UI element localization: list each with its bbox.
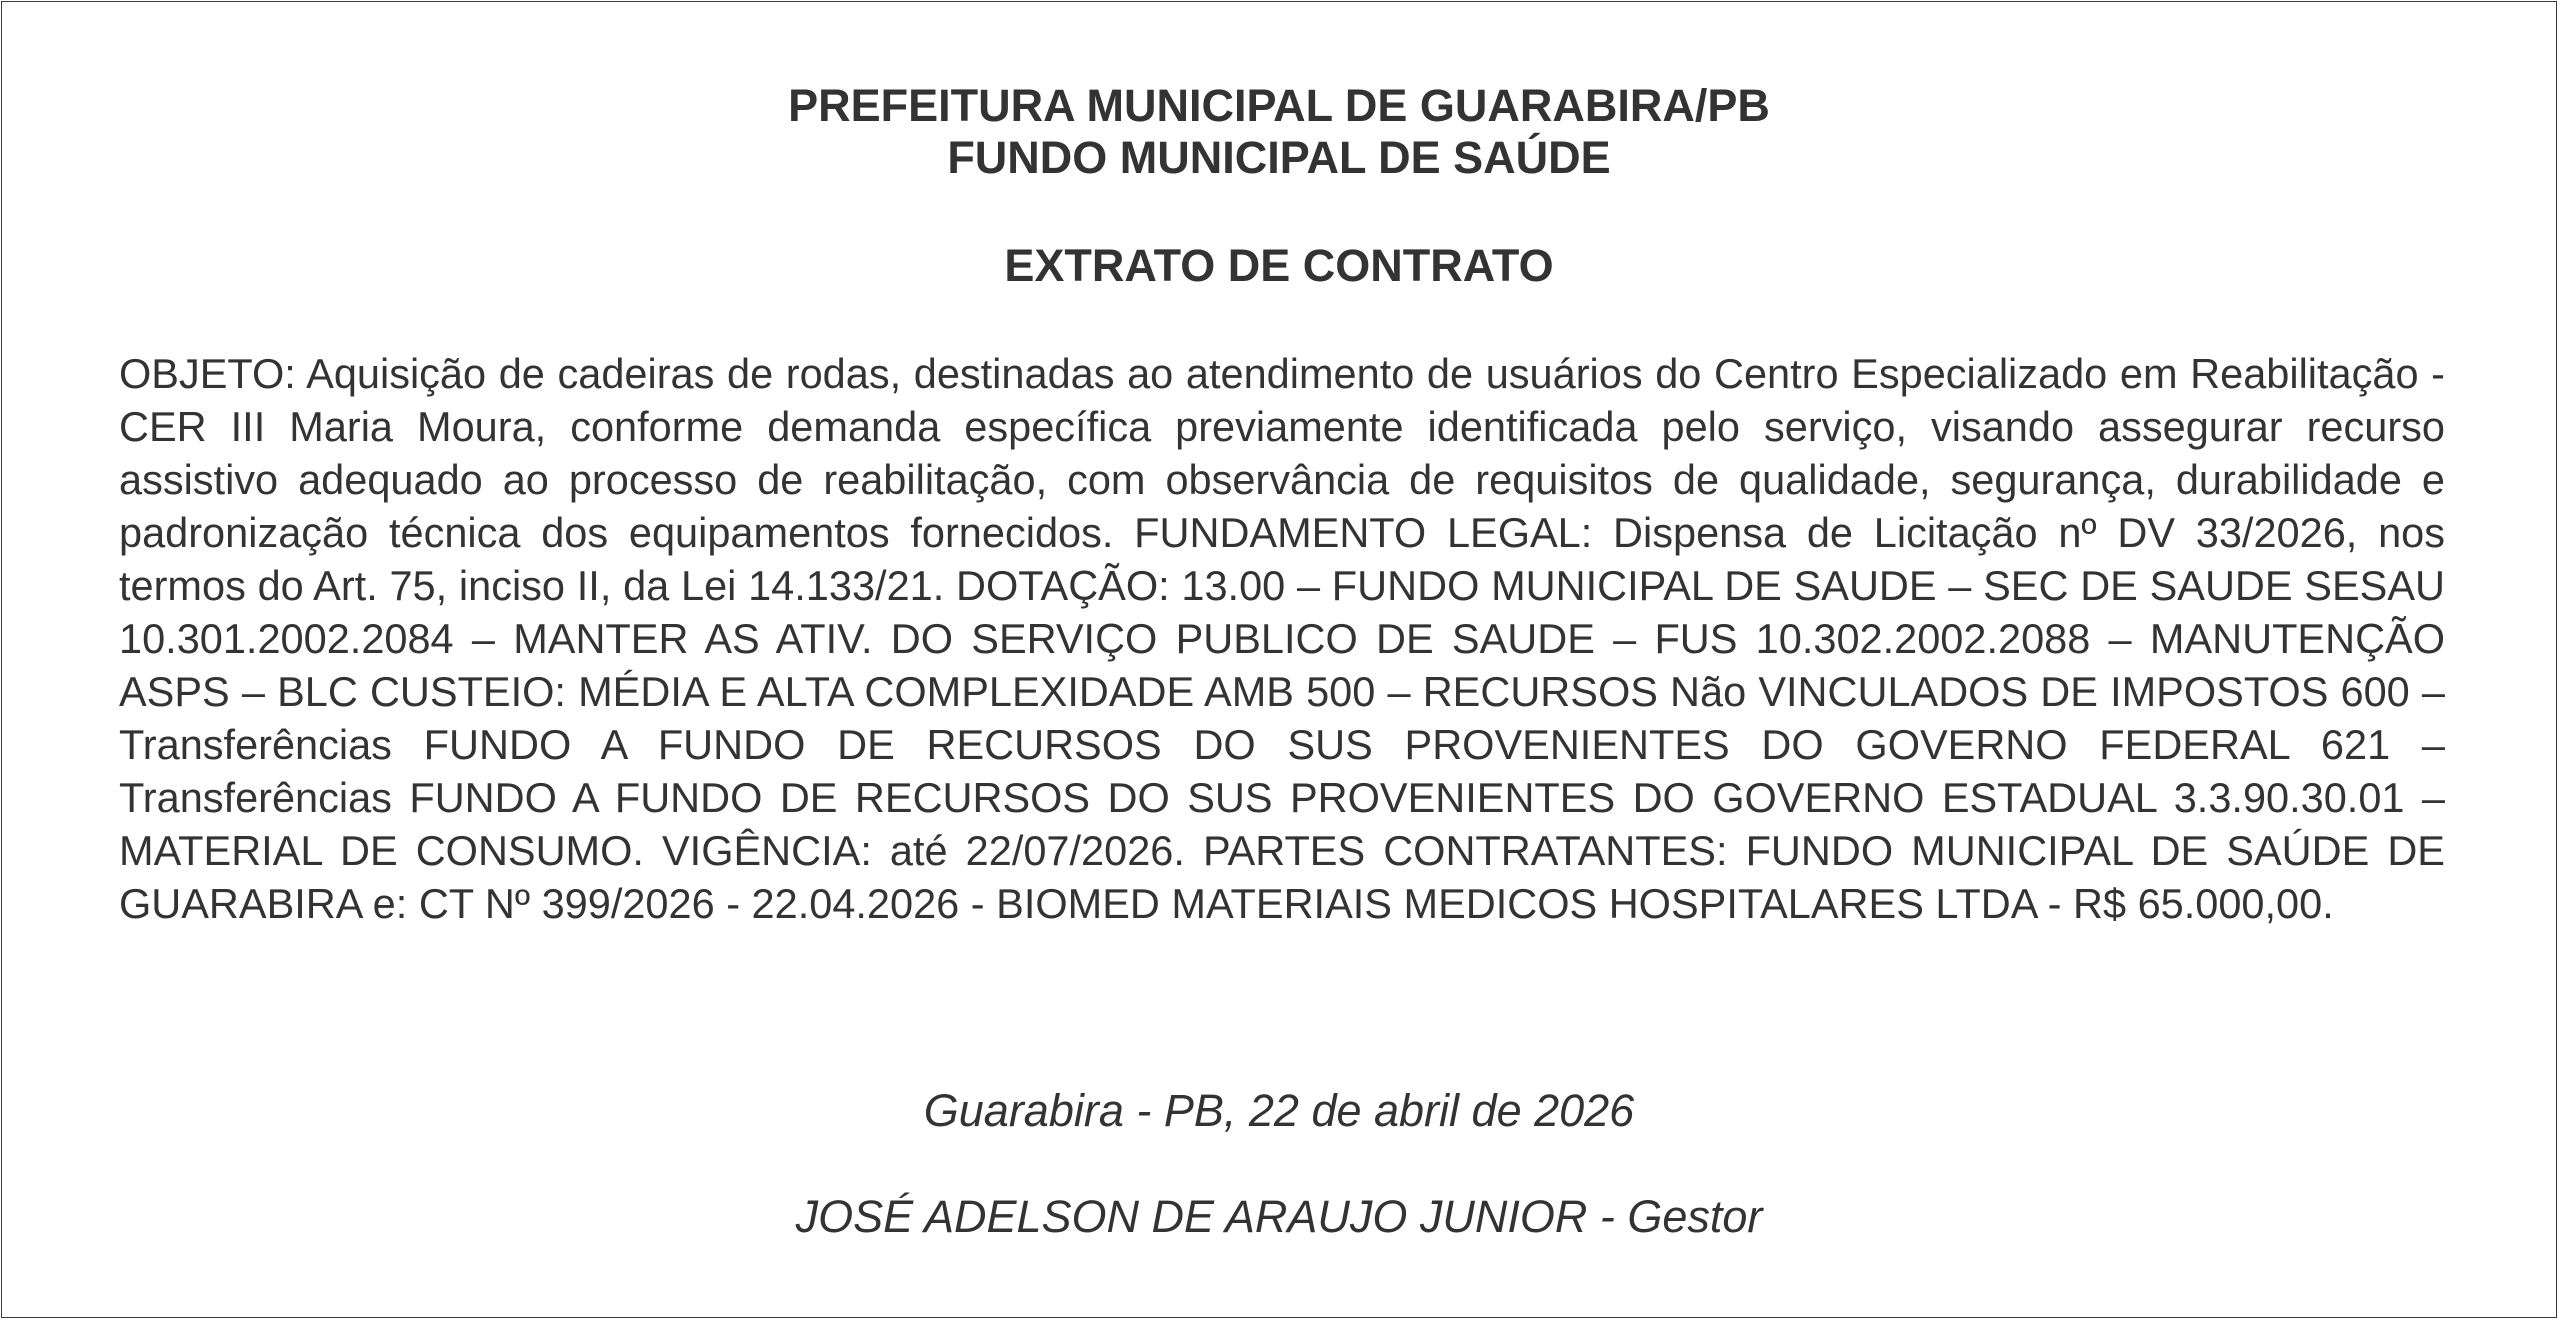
place-and-date: Guarabira - PB, 22 de abril de 2026 bbox=[923, 1085, 1635, 1136]
document-header bbox=[2, 80, 2556, 184]
contract-extract-body: OBJETO: Aquisição de cadeiras de rodas, destinadas ao atendimento de usuários do Centro Especializado em Reabilitação - CER III Maria Moura, conforme demanda específica previamente identificada pelo serviço, visando assegurar recurso assistivo adequado ao processo de reabilitação, com observância de requisitos de qualidade, segurança, durabilidade e padronização técnica dos equipamentos fornecidos. FUNDAMENTO LEGAL: Dispensa de Licitação nº DV 33/2026, nos termos do Art. 75, inciso II, da Lei 14.133/21. DOTAÇÃO: 13.00 – FUNDO MUNICIPAL DE SAUDE – SEC DE SAUDE SESAU 10.301.2002.2084 – MANTER AS ATIV. DO SERVIÇO PUBLICO DE SAUDE – FUS 10.302.2002.2088 – MANUTENÇÃO ASPS – BLC CUSTEIO: MÉDIA E ALTA COMPLEXIDADE AMB 500 – RECURSOS Não VINCULADOS DE IMPOSTOS 600 – Transferências FUNDO A FUNDO DE RECURSOS DO SUS PROVENIENTES DO GOVERNO FEDERAL 621 – Transferências FUNDO A FUNDO DE RECURSOS DO SUS PROVENIENTES DO GOVERNO ESTADUAL 3.3.90.30.01 – MATERIAL DE CONSUMO. VIGÊNCIA: até 22/07/2026. PARTES CONTRATANTES: FUNDO MUNICIPAL DE SAÚDE DE GUARABIRA e: CT Nº 399/2026 - 22.04.2026 - BIOMED MATERIAIS MEDICOS HOSPITALARES LTDA - R$ 65.000,00. bbox=[119, 350, 2445, 927]
header-municipality: PREFEITURA MUNICIPAL DE GUARABIRA/PB bbox=[788, 80, 1770, 131]
document-title: EXTRATO DE CONTRATO bbox=[1004, 240, 1554, 291]
header-fund: FUNDO MUNICIPAL DE SAÚDE bbox=[947, 132, 1611, 183]
signatory: JOSÉ ADELSON DE ARAUJO JUNIOR - Gestor bbox=[795, 1191, 1763, 1242]
document-frame bbox=[1, 1, 2557, 1318]
